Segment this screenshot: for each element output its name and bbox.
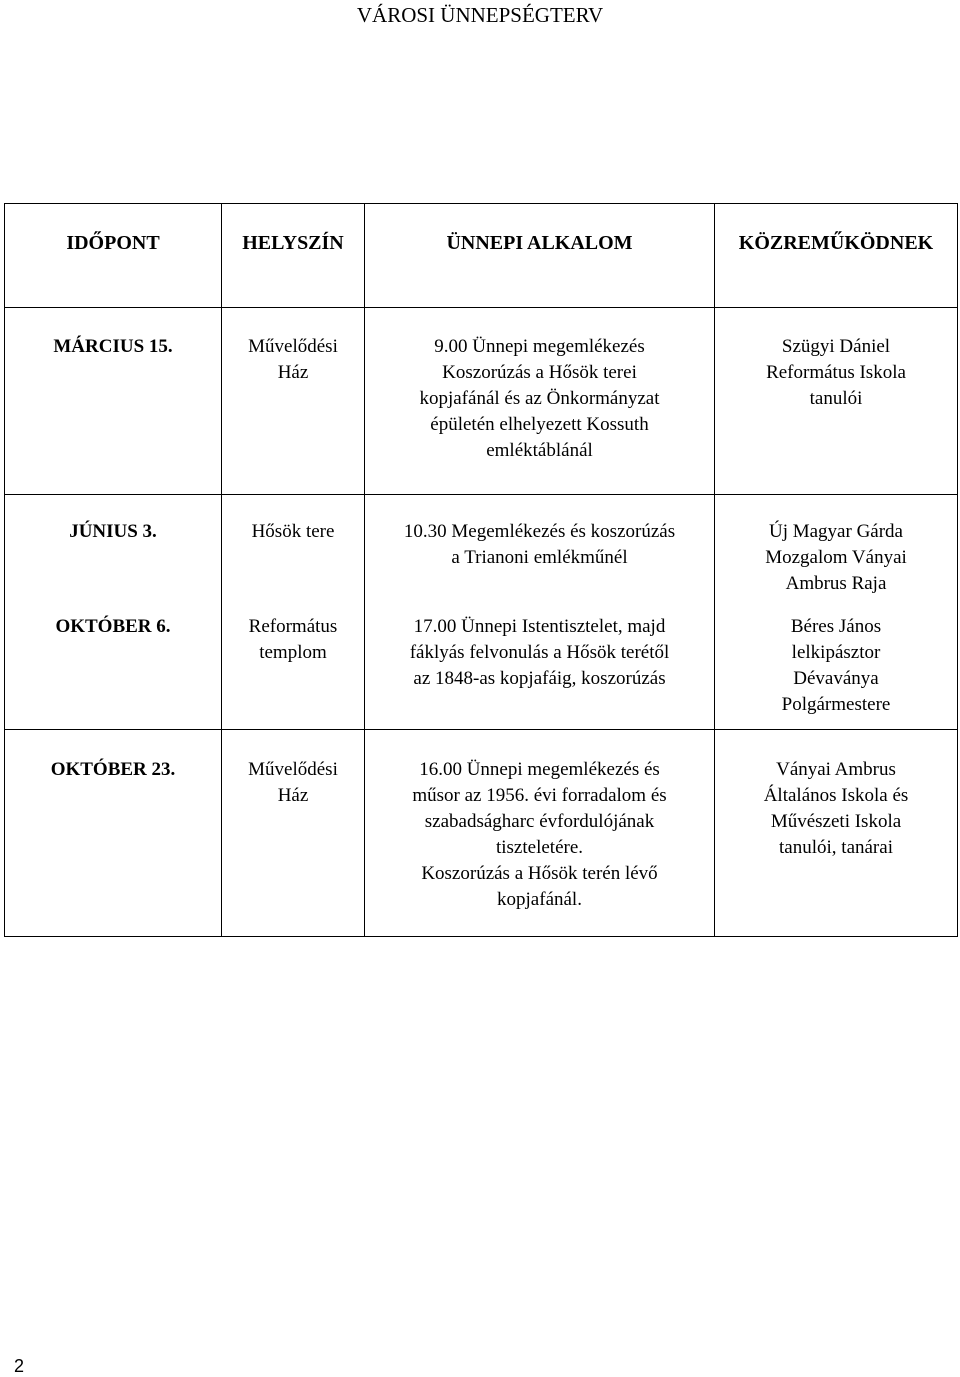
occasion-line: 9.00 Ünnepi megemlékezés (434, 336, 645, 357)
table-header-row (5, 204, 958, 308)
location-line: Művelődési (248, 759, 338, 780)
occasion-line: műsor az 1956. évi forradalom és (412, 785, 667, 806)
row-participants (715, 600, 958, 730)
celebration-schedule-table (4, 203, 958, 937)
participants-line: Általános Iskola és (763, 785, 909, 806)
row-occasion (365, 730, 715, 937)
location-line: Ház (277, 362, 309, 383)
table-row (5, 495, 958, 600)
participants-line: Polgármestere (781, 693, 891, 715)
location-line: Ház (277, 785, 309, 806)
participants-line: Béres János (790, 615, 882, 637)
participants-line: Mozgalom Ványai (765, 547, 907, 568)
row-location (222, 495, 365, 600)
row-date: JÚNIUS 3. (5, 495, 222, 600)
occasion-line: kopjafánál. (497, 889, 582, 910)
participants-line: Szügyi Dániel (781, 336, 891, 357)
occasion-line: 17.00 Ünnepi Istentisztelet, majd (413, 615, 666, 637)
participants-line: Művészeti Iskola (770, 811, 902, 832)
header-location: HELYSZÍN (222, 204, 365, 308)
participants-line: Református Iskola (766, 362, 906, 383)
occasion-line: 16.00 Ünnepi megemlékezés és (419, 759, 660, 780)
participants-line: Ambrus Raja (785, 573, 887, 594)
row-date: OKTÓBER 6. (5, 600, 222, 730)
participants-line: Ványai Ambrus (776, 759, 896, 780)
page-number: 2 (14, 1356, 25, 1376)
location-line: Hősök tere (251, 521, 335, 542)
participants-line: lelkipásztor (791, 641, 881, 663)
occasion-line: tiszteletére. (495, 837, 584, 858)
occasion-line: épületén elhelyezett Kossuth (430, 414, 649, 435)
occasion-line: Koszorúzás a Hősök terén lévő (421, 863, 658, 884)
row-location (222, 308, 365, 495)
row-date: OKTÓBER 23. (5, 730, 222, 937)
participants-line: Új Magyar Gárda (768, 521, 903, 542)
occasion-line: szabadságharc évfordulójának (424, 811, 655, 832)
header-occasion: ÜNNEPI ALKALOM (365, 204, 715, 308)
document-title: VÁROSI ÜNNEPSÉGTERV (356, 3, 604, 27)
location-line: templom (259, 641, 327, 663)
row-location (222, 600, 365, 730)
header-time: IDŐPONT (5, 204, 222, 308)
table-row (5, 600, 958, 730)
occasion-line: 10.30 Megemlékezés és koszorúzás (403, 521, 676, 542)
participants-line: Dévaványa (793, 667, 879, 689)
row-participants (715, 308, 958, 495)
row-location (222, 730, 365, 937)
table-row (5, 308, 958, 495)
row-occasion (365, 600, 715, 730)
occasion-line: fáklyás felvonulás a Hősök terétől (409, 641, 670, 663)
row-date: MÁRCIUS 15. (5, 308, 222, 495)
participants-line: tanulói, tanárai (779, 837, 893, 858)
row-participants (715, 495, 958, 600)
occasion-line: kopjafánál és az Önkormányzat (419, 388, 660, 409)
table-row (5, 730, 958, 937)
occasion-line: Koszorúzás a Hősök terei (442, 362, 637, 383)
occasion-line: emléktáblánál (486, 440, 593, 461)
occasion-line: az 1848-as kopjafáig, koszorúzás (413, 667, 666, 689)
header-participants: KÖZREMŰKÖDNEK (715, 204, 958, 308)
row-occasion (365, 308, 715, 495)
row-occasion (365, 495, 715, 600)
location-line: Református (248, 615, 338, 637)
row-participants (715, 730, 958, 937)
participants-line: tanulói (809, 388, 863, 409)
location-line: Művelődési (248, 336, 338, 357)
occasion-line: a Trianoni emlékműnél (451, 547, 628, 568)
